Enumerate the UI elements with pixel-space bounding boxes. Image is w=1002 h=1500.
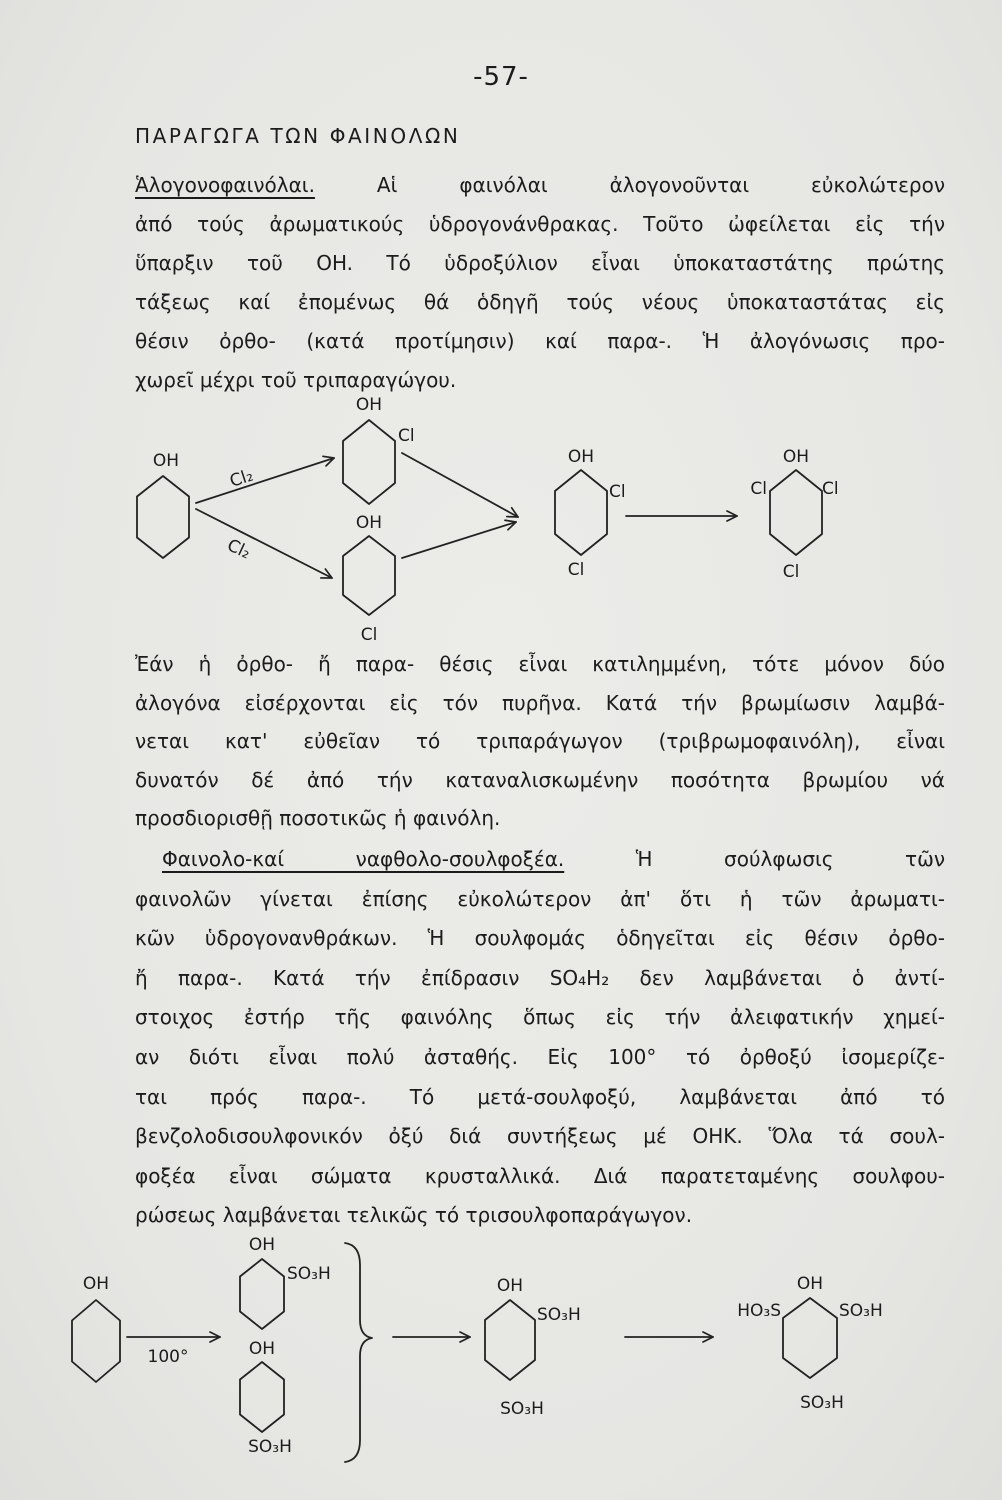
bromination-paragraph (135, 645, 945, 838)
text-line: φαινολῶν γίνεται ἐπίσης εὐκολώτερον ἀπ' ὅτι ἡ τῶν ἀρωματι- (135, 886, 945, 911)
halogenophenols-paragraph (135, 166, 945, 400)
sulfo-label: SO₃H (500, 1399, 544, 1419)
phenol-structure (72, 1274, 120, 1382)
grouping-brace (345, 1243, 372, 1462)
chlorine-label: Cl (782, 562, 800, 582)
trichlorophenol-structure (750, 447, 838, 582)
para-phenolsulfonic-acid-structure (240, 1339, 292, 1457)
text-line: ἤ παρα-. Κατά τήν ἐπίδρασιν SO₄H₂ δεν λαμβάνεται ὁ ἀντί- (135, 965, 945, 990)
ortho-chlorophenol-structure (343, 395, 415, 504)
text-line: νεται κατ' εὐθεῖαν τό τριπαράγωγον (τριβρωμοφαινόλη), εἶναι (135, 729, 945, 753)
benzene-ring (555, 470, 607, 555)
sulfo-label: SO₃H (800, 1393, 844, 1413)
benzene-ring (783, 1298, 837, 1378)
text-line: ται πρός παρα-. Τό μετά-σουλφοξύ, λαμβάνεται ἀπό τό (135, 1084, 945, 1109)
reaction-arrow (402, 522, 516, 558)
hydroxyl-label: OH (782, 447, 810, 467)
ortho-phenolsulfonic-acid-structure (240, 1235, 331, 1329)
benzene-ring (240, 1259, 284, 1329)
text-line: ἀλογόνα εἰσέρχονται εἰς τόν πυρῆνα. Κατά τήν βρωμίωσιν λαμβά- (135, 690, 945, 715)
chlorine-label: Cl (360, 625, 378, 645)
text-line: δυνατόν δέ ἀπό τήν καταναλισκωμένην ποσότητα βρωμίου νά (135, 767, 945, 792)
text-line: αν διότι εἶναι πολύ ἀσταθής. Εἰς 100° τό ὀρθοξύ ἰσομερίζε- (135, 1044, 945, 1069)
hydroxyl-label: OH (355, 513, 383, 533)
phenoltrisulfonic-acid-structure (737, 1274, 883, 1413)
benzene-ring (72, 1300, 120, 1382)
text-line: ἀπό τούς ἀρωματικούς ὑδρογονάνθρακας. Τοῦτο ὠφείλεται εἰς τήν (135, 212, 945, 236)
subsection-title: Ἁλογονοφαινόλαι. (135, 173, 315, 197)
halogenation-scheme (137, 395, 839, 645)
hydroxyl-label: OH (82, 1274, 110, 1294)
benzene-ring (485, 1300, 535, 1380)
benzene-ring (770, 470, 822, 555)
text-line: τάξεως καί ἐπομένως θά ὁδηγῆ τούς νέους ὑποκαταστάτας εἰς (135, 290, 945, 314)
hydroxyl-label: OH (796, 1274, 824, 1294)
para-chlorophenol-structure (343, 513, 395, 645)
benzene-ring (343, 536, 395, 615)
reagent-label: Cl₂ (223, 535, 254, 564)
hydroxyl-label: OH (248, 1339, 276, 1359)
chlorine-label: Cl (822, 479, 839, 499)
benzene-ring (240, 1362, 284, 1432)
hydroxyl-label: OH (248, 1235, 276, 1255)
chlorine-label: Cl (609, 482, 626, 502)
phenol-structure (137, 451, 189, 558)
text-line: ρώσεως λαμβάνεται τελικῶς τό τρισουλφοπαράγωγον. (135, 1203, 693, 1228)
hydroxyl-label: OH (355, 395, 383, 415)
text-line: προσδιορισθῇ ποσοτικῶς ἡ φαινόλη. (135, 806, 501, 830)
text-line (135, 166, 945, 205)
sulfonic-acids-paragraph (135, 840, 945, 1236)
chlorine-label: Cl (398, 426, 415, 446)
text-line: θέσιν ὀρθο- (κατά προτίμησιν) καί παρα-. Ἡ ἀλογόνωσις προ- (135, 329, 945, 353)
subsection-title: Φαινολο-καί ναφθολο-σουλφοξέα. (162, 847, 565, 871)
reaction-arrow (402, 453, 518, 517)
text-line (135, 840, 945, 880)
sulfo-label: SO₃H (839, 1301, 883, 1321)
chlorine-label: Cl (750, 479, 767, 499)
section-heading: ΠΑΡΑΓΩΓΑ ΤΩΝ ΦΑΙΝΟΛΩΝ (135, 124, 461, 148)
text-fragment: Ἡ σούλφωσις τῶν (635, 847, 945, 871)
text-line: φοξέα εἶναι σώματα κρυσταλλικά. Διά παρατεταμένης σουλφου- (135, 1163, 945, 1188)
sulfo-label: SO₃H (287, 1264, 331, 1284)
hydroxyl-label: OH (152, 451, 180, 471)
sulfo-label: SO₃H (537, 1305, 581, 1325)
text-line: κῶν ὑδρογονανθράκων. Ἡ σουλφομάς ὁδηγεῖται εἰς θέσιν ὀρθο- (135, 926, 945, 951)
chlorine-label: Cl (567, 560, 585, 580)
text-line: Ἐάν ἡ ὀρθο- ἤ παρα- θέσις εἶναι κατιλημμένη, τότε μόνον δύο (135, 652, 945, 676)
reaction-arrow (196, 458, 334, 503)
temperature-label: 100° (147, 1347, 189, 1367)
hydroxyl-label: OH (567, 447, 595, 467)
reagent-label: Cl₂ (227, 465, 256, 492)
phenoldisulfonic-acid-structure (485, 1276, 581, 1419)
sulfo-label: HO₃S (737, 1301, 781, 1321)
hydroxyl-label: OH (496, 1276, 524, 1296)
sulfo-label: SO₃H (248, 1437, 292, 1457)
text-line: χωρεῖ μέχρι τοῦ τριπαραγώγου. (135, 368, 457, 392)
text-fragment: Αἱ φαινόλαι ἀλογονοῦνται εὐκολώτερον (376, 173, 946, 197)
page-number: -57- (473, 62, 529, 92)
benzene-ring (343, 420, 395, 504)
sulfonation-scheme (72, 1235, 883, 1462)
benzene-ring (137, 476, 189, 558)
text-line: στοιχος ἐστήρ τῆς φαινόλης ὅπως εἰς τήν ἀλειφατικήν χημεί- (135, 1005, 945, 1030)
reaction-arrow (196, 509, 332, 578)
text-line: ὕπαρξιν τοῦ OH. Τό ὑδροξύλιον εἶναι ὑποκαταστάτης πρώτης (135, 251, 945, 275)
text-line: βενζολοδισουλφονικόν ὀξύ διά συντήξεως μέ OHK. Ὅλα τά σουλ- (135, 1124, 945, 1149)
dichlorophenol-structure (555, 447, 626, 580)
